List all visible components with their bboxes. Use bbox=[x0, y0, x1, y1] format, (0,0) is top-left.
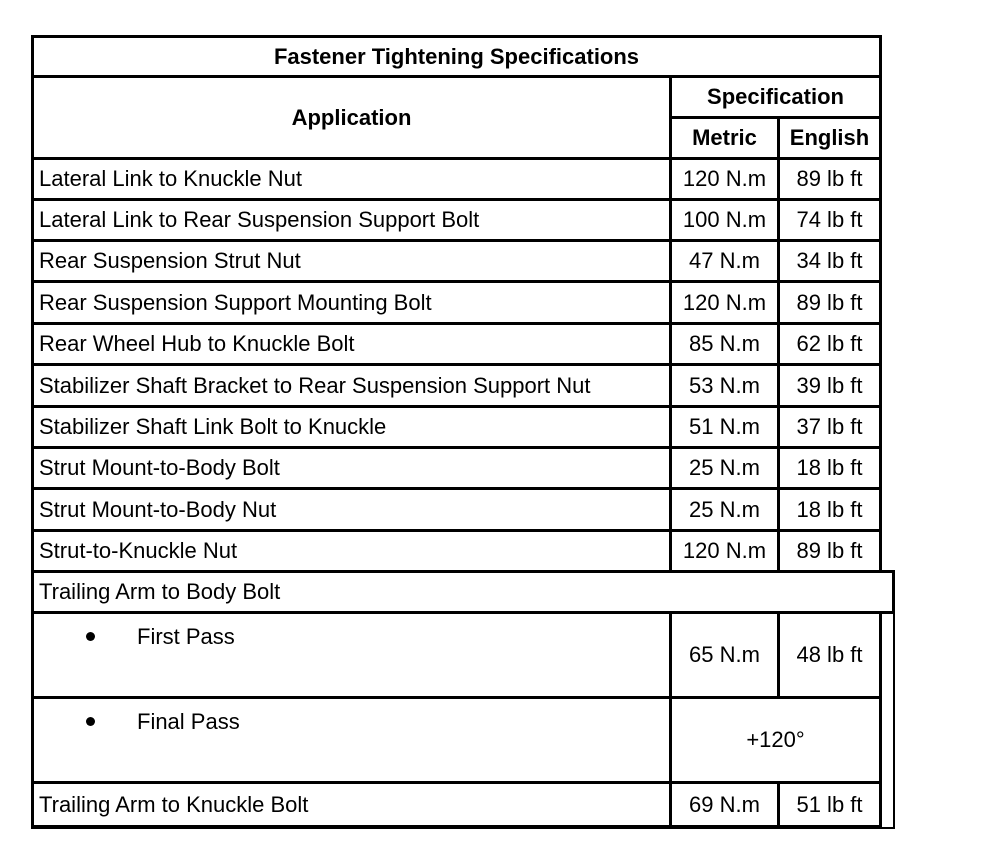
table-row-english: 37 lb ft bbox=[777, 405, 882, 449]
header-application: Application bbox=[31, 75, 672, 160]
table-row-english: 39 lb ft bbox=[777, 363, 882, 408]
table-row-english: 18 lb ft bbox=[777, 487, 882, 532]
table-row-metric: 120 N.m bbox=[669, 529, 780, 573]
first-pass-english: 48 lb ft bbox=[777, 611, 882, 699]
header-specification: Specification bbox=[669, 75, 882, 119]
first-pass-label: First Pass bbox=[137, 624, 235, 649]
table-row-metric: 85 N.m bbox=[669, 322, 780, 366]
first-pass-metric: 65 N.m bbox=[669, 611, 780, 699]
table-row-application: Lateral Link to Rear Suspension Support Bolt bbox=[31, 198, 672, 242]
first-pass-label-cell bbox=[31, 611, 672, 699]
table-row-metric: 51 N.m bbox=[669, 405, 780, 449]
table-row-metric: 120 N.m bbox=[669, 157, 780, 201]
table-row-application: Stabilizer Shaft Bracket to Rear Suspension Support Nut bbox=[31, 363, 672, 408]
final-pass-angle: +120° bbox=[669, 696, 882, 784]
table-row-english: 18 lb ft bbox=[777, 446, 882, 490]
table-row-english: 89 lb ft bbox=[777, 157, 882, 201]
trailing-arm-heading: Trailing Arm to Body Bolt bbox=[31, 570, 895, 614]
table-row-metric: 120 N.m bbox=[669, 280, 780, 325]
table-row-metric: 53 N.m bbox=[669, 363, 780, 408]
final-pass-label-cell bbox=[31, 696, 672, 784]
table-row-application: Strut-to-Knuckle Nut bbox=[31, 529, 672, 573]
table-row-english: 74 lb ft bbox=[777, 198, 882, 242]
table-row-metric: 47 N.m bbox=[669, 239, 780, 283]
table-row-english: 89 lb ft bbox=[777, 280, 882, 325]
final-pass-label: Final Pass bbox=[137, 709, 240, 734]
header-english: English bbox=[777, 116, 882, 160]
table-row-metric: 100 N.m bbox=[669, 198, 780, 242]
table-row-application: Strut Mount-to-Body Nut bbox=[31, 487, 672, 532]
table-row-english: 34 lb ft bbox=[777, 239, 882, 283]
table-row-application: Stabilizer Shaft Link Bolt to Knuckle bbox=[31, 405, 672, 449]
header-metric: Metric bbox=[669, 116, 780, 160]
table-row-application: Trailing Arm to Knuckle Bolt bbox=[31, 781, 672, 828]
table-row-application: Strut Mount-to-Body Bolt bbox=[31, 446, 672, 490]
table-row-english: 89 lb ft bbox=[777, 529, 882, 573]
table-row-metric: 25 N.m bbox=[669, 487, 780, 532]
table-row-english: 62 lb ft bbox=[777, 322, 882, 366]
table-row-application: Lateral Link to Knuckle Nut bbox=[31, 157, 672, 201]
table-row-application: Rear Suspension Support Mounting Bolt bbox=[31, 280, 672, 325]
bullet-icon bbox=[86, 717, 95, 726]
table-title: Fastener Tightening Specifications bbox=[31, 35, 882, 78]
table-row-metric: 25 N.m bbox=[669, 446, 780, 490]
bullet-icon bbox=[86, 632, 95, 641]
table-row-metric: 69 N.m bbox=[669, 781, 780, 828]
table-row-english: 51 lb ft bbox=[777, 781, 882, 828]
table-row-application: Rear Suspension Strut Nut bbox=[31, 239, 672, 283]
table-row-application: Rear Wheel Hub to Knuckle Bolt bbox=[31, 322, 672, 366]
